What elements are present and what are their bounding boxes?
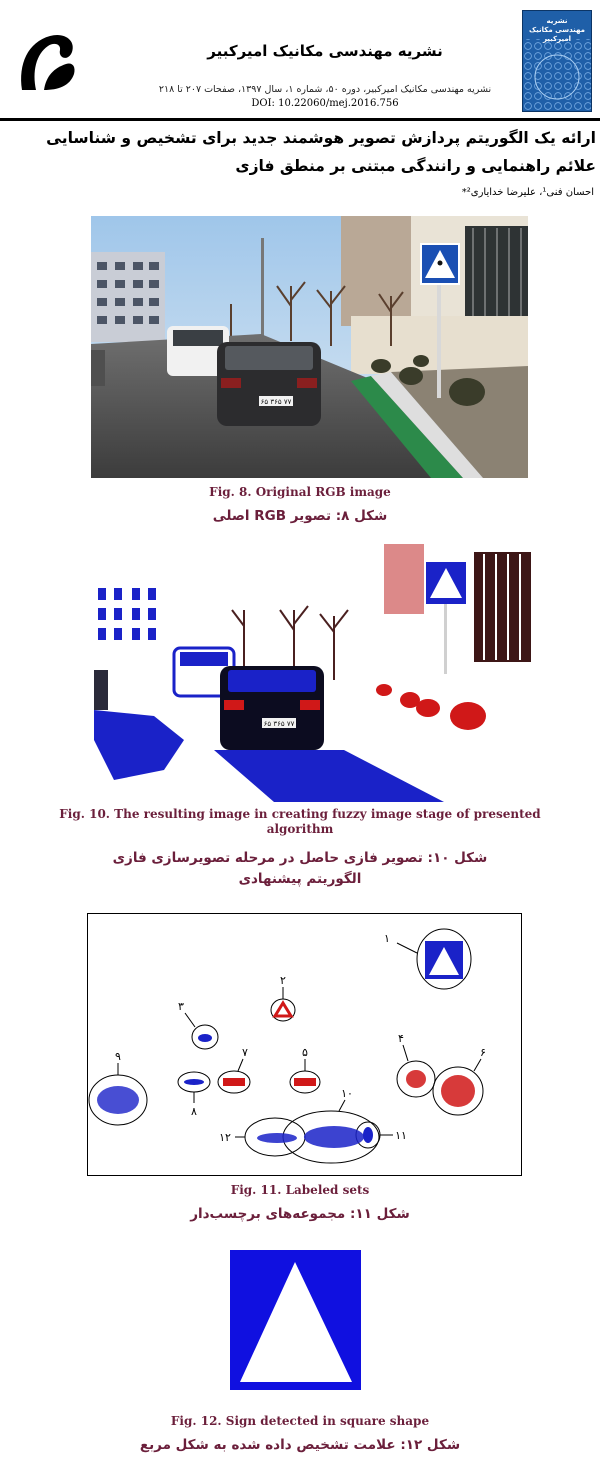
cover-title-line: امیرکبیر bbox=[542, 35, 572, 43]
set-label: ۵ bbox=[302, 1046, 308, 1059]
set-label: ۲ bbox=[280, 974, 286, 987]
license-plate: ۶۵ ۳۶۵ ۷۷ bbox=[260, 398, 292, 406]
amirkabir-logo-icon bbox=[14, 28, 78, 94]
figure-8-caption-en: Fig. 8. Original RGB image bbox=[209, 485, 391, 499]
figure-11-labeled-sets bbox=[87, 913, 522, 1176]
paper-title: ارائه یک الگوریتم پردازش تصویر هوشمند جدید برای تشخیص و شناسایی علائم راهنمایی و رانندگی مبتنی بر منطق فازی bbox=[46, 129, 596, 175]
figure-8-caption-fa: شکل ۸: تصویر RGB اصلی bbox=[212, 508, 388, 524]
set-label: ۳ bbox=[178, 1000, 184, 1013]
set-label: ۱۱ bbox=[395, 1129, 407, 1142]
figure-8-photo bbox=[91, 216, 528, 478]
set-label: ۶ bbox=[480, 1046, 486, 1059]
journal-cover bbox=[522, 10, 592, 112]
paper-authors: احسان فنی¹، علیرضا خدایاری²* bbox=[461, 187, 594, 198]
figure-10-fuzzy-image bbox=[94, 540, 531, 802]
set-label: ۹ bbox=[115, 1050, 121, 1063]
figure-11-caption-fa: شکل ۱۱: مجموعه‌های برچسب‌دار bbox=[190, 1206, 410, 1222]
journal-name: نشریه مهندسی مکانیک امیرکبیر bbox=[207, 42, 443, 60]
set-label: ۸ bbox=[191, 1105, 197, 1118]
header-rule bbox=[0, 118, 600, 121]
set-label: ۱۲ bbox=[219, 1131, 231, 1144]
set-label: ۱۰ bbox=[341, 1087, 353, 1100]
cover-title-line: مهندسی مکانیک bbox=[529, 26, 585, 34]
license-plate: ۶۵ ۳۶۵ ۷۷ bbox=[263, 720, 295, 728]
figure-12-caption-en: Fig. 12. Sign detected in square shape bbox=[170, 1414, 430, 1428]
set-label: ۷ bbox=[242, 1046, 248, 1059]
cover-title-line: نشریه bbox=[546, 17, 568, 25]
figure-11-caption-en: Fig. 11. Labeled sets bbox=[230, 1183, 370, 1197]
journal-doi: DOI: 10.22060/mej.2016.756 bbox=[251, 98, 399, 109]
set-label: ۱ bbox=[384, 932, 390, 945]
figure-10-caption-fa: شکل ۱۰: تصویر فازی حاصل در مرحله تصویرسازی فازی الگوریتم پیشنهادی bbox=[112, 850, 488, 887]
set-label: ۴ bbox=[398, 1032, 404, 1045]
figure-10-caption-en: Fig. 10. The resulting image in creating fuzzy image stage of presented algorithm bbox=[59, 807, 541, 836]
figure-12-detected-sign bbox=[230, 1250, 361, 1390]
figure-12-caption-fa: شکل ۱۲: علامت تشخیص داده شده به شکل مربع bbox=[139, 1437, 461, 1453]
journal-info: نشریه مهندسی مکانیک امیرکبیر، دوره ۵۰، شماره ۱، سال ۱۳۹۷، صفحات ۲۰۷ تا ۲۱۸ bbox=[158, 84, 492, 95]
